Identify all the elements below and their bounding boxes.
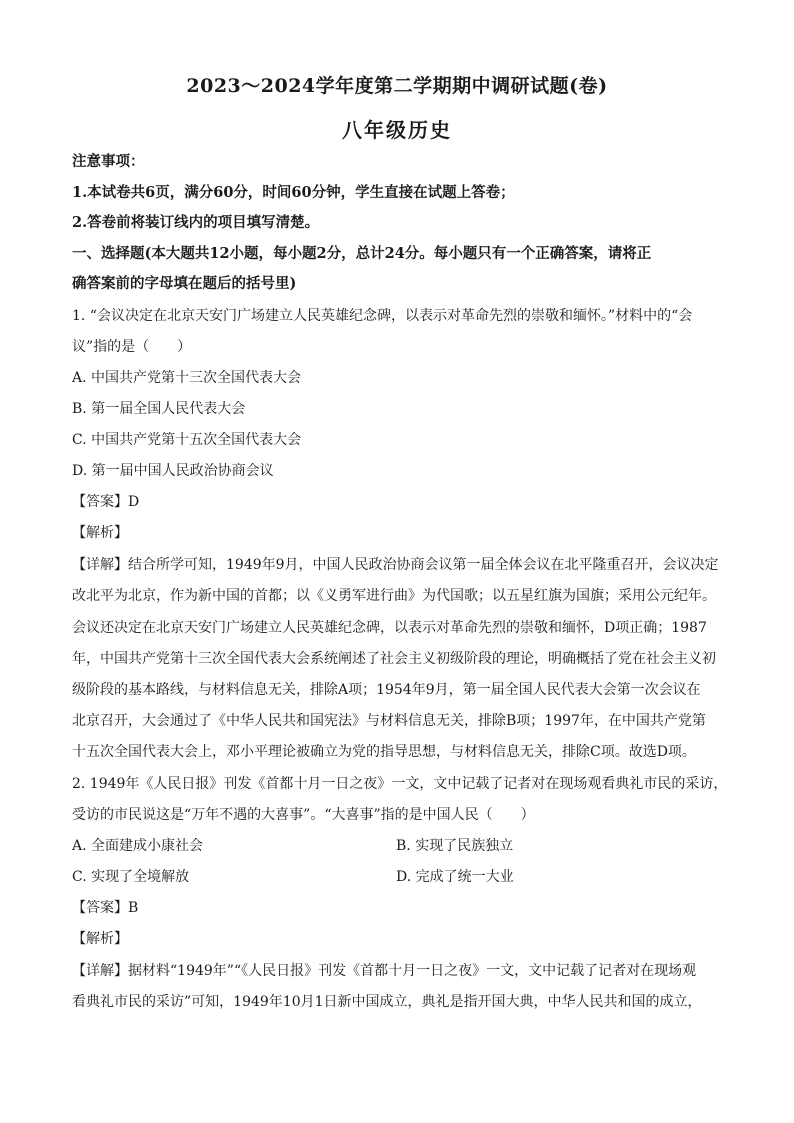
- answer-line: 【答案】D: [72, 494, 140, 510]
- question-stem: 2. 1949年《人民日报》刊发《首都十月一日之夜》一文，文中记载了记者对在现场观看典礼市民的采访，: [72, 776, 728, 792]
- detail-line: 改北平为北京，作为新中国的首都；以《义勇军进行曲》为代国歌；以五星红旗为国旗；采用公元纪年。: [72, 588, 716, 604]
- detail-line: 看典礼市民的采访”可知，1949年10月1日新中国成立，典礼是指开国大典，中华人民共和国的成立，: [72, 994, 702, 1010]
- analysis-label: 【解析】: [72, 525, 128, 541]
- option-b: B. 实现了民族独立: [396, 838, 514, 854]
- question-stem: 1. “会议决定在北京天安门广场建立人民英雄纪念碑，以表示对革命先烈的崇敬和缅怀。”材料中的“会: [72, 308, 693, 324]
- question-stem: 受访的市民说这是“万年不遇的大喜事”。“大喜事”指的是中国人民（ ）: [72, 807, 535, 823]
- notice-heading: 注意事项：: [72, 153, 145, 170]
- detail-line: 级阶段的基本路线，与材料信息无关，排除A项；1954年9月，第一届全国人民代表大会第一次会议在: [72, 682, 701, 698]
- detail-line: 会议还决定在北京天安门广场建立人民英雄纪念碑，以表示对革命先烈的崇敬和缅怀，D项正确；1987: [72, 620, 707, 636]
- detail-line: 十五次全国代表大会上，邓小平理论被确立为党的指导思想，与材料信息无关，排除C项。故选D项。: [72, 744, 696, 760]
- question-stem: 议”指的是（ ）: [72, 339, 192, 355]
- notice-item: 2.答卷前将装订线内的项目填写清楚。: [72, 214, 320, 231]
- detail-line: 北京召开，大会通过了《中华人民共和国宪法》与材料信息无关，排除B项；1997年，在中国共产党第: [72, 713, 706, 729]
- section-heading: 确答案前的字母填在题后的括号里): [72, 275, 297, 292]
- exam-subtitle: 八年级历史: [342, 118, 452, 142]
- option-d: D. 第一届中国人民政治协商会议: [72, 463, 274, 479]
- option-b: B. 第一届全国人民代表大会: [72, 401, 246, 417]
- section-heading: 一、选择题(本大题共12小题，每小题2分，总计24分。每小题只有一个正确答案，请将正: [72, 245, 652, 262]
- analysis-label: 【解析】: [72, 931, 128, 947]
- notice-item: 1.本试卷共6页，满分60分，时间60分钟，学生直接在试题上答卷；: [72, 184, 515, 201]
- option-d: D. 完成了统一大业: [396, 869, 514, 885]
- option-c: C. 实现了全境解放: [72, 869, 190, 885]
- detail-line: 年，中国共产党第十三次全国代表大会系统阐述了社会主义初级阶段的理论，明确概括了党在社会主义初: [72, 651, 716, 667]
- detail-line: 【详解】据材料“1949年”“《人民日报》刊发《首都十月一日之夜》一文，文中记载了记者对在现场观: [72, 963, 697, 979]
- option-c: C. 中国共产党第十五次全国代表大会: [72, 432, 302, 448]
- exam-title: 2023～2024学年度第二学期期中调研试题(卷): [186, 75, 608, 97]
- detail-line: 【详解】结合所学可知，1949年9月，中国人民政治协商会议第一届全体会议在北平隆重召开，会议决定: [72, 557, 719, 573]
- option-a: A. 全面建成小康社会: [72, 838, 204, 854]
- option-a: A. 中国共产党第十三次全国代表大会: [72, 370, 302, 386]
- answer-line: 【答案】B: [72, 900, 139, 916]
